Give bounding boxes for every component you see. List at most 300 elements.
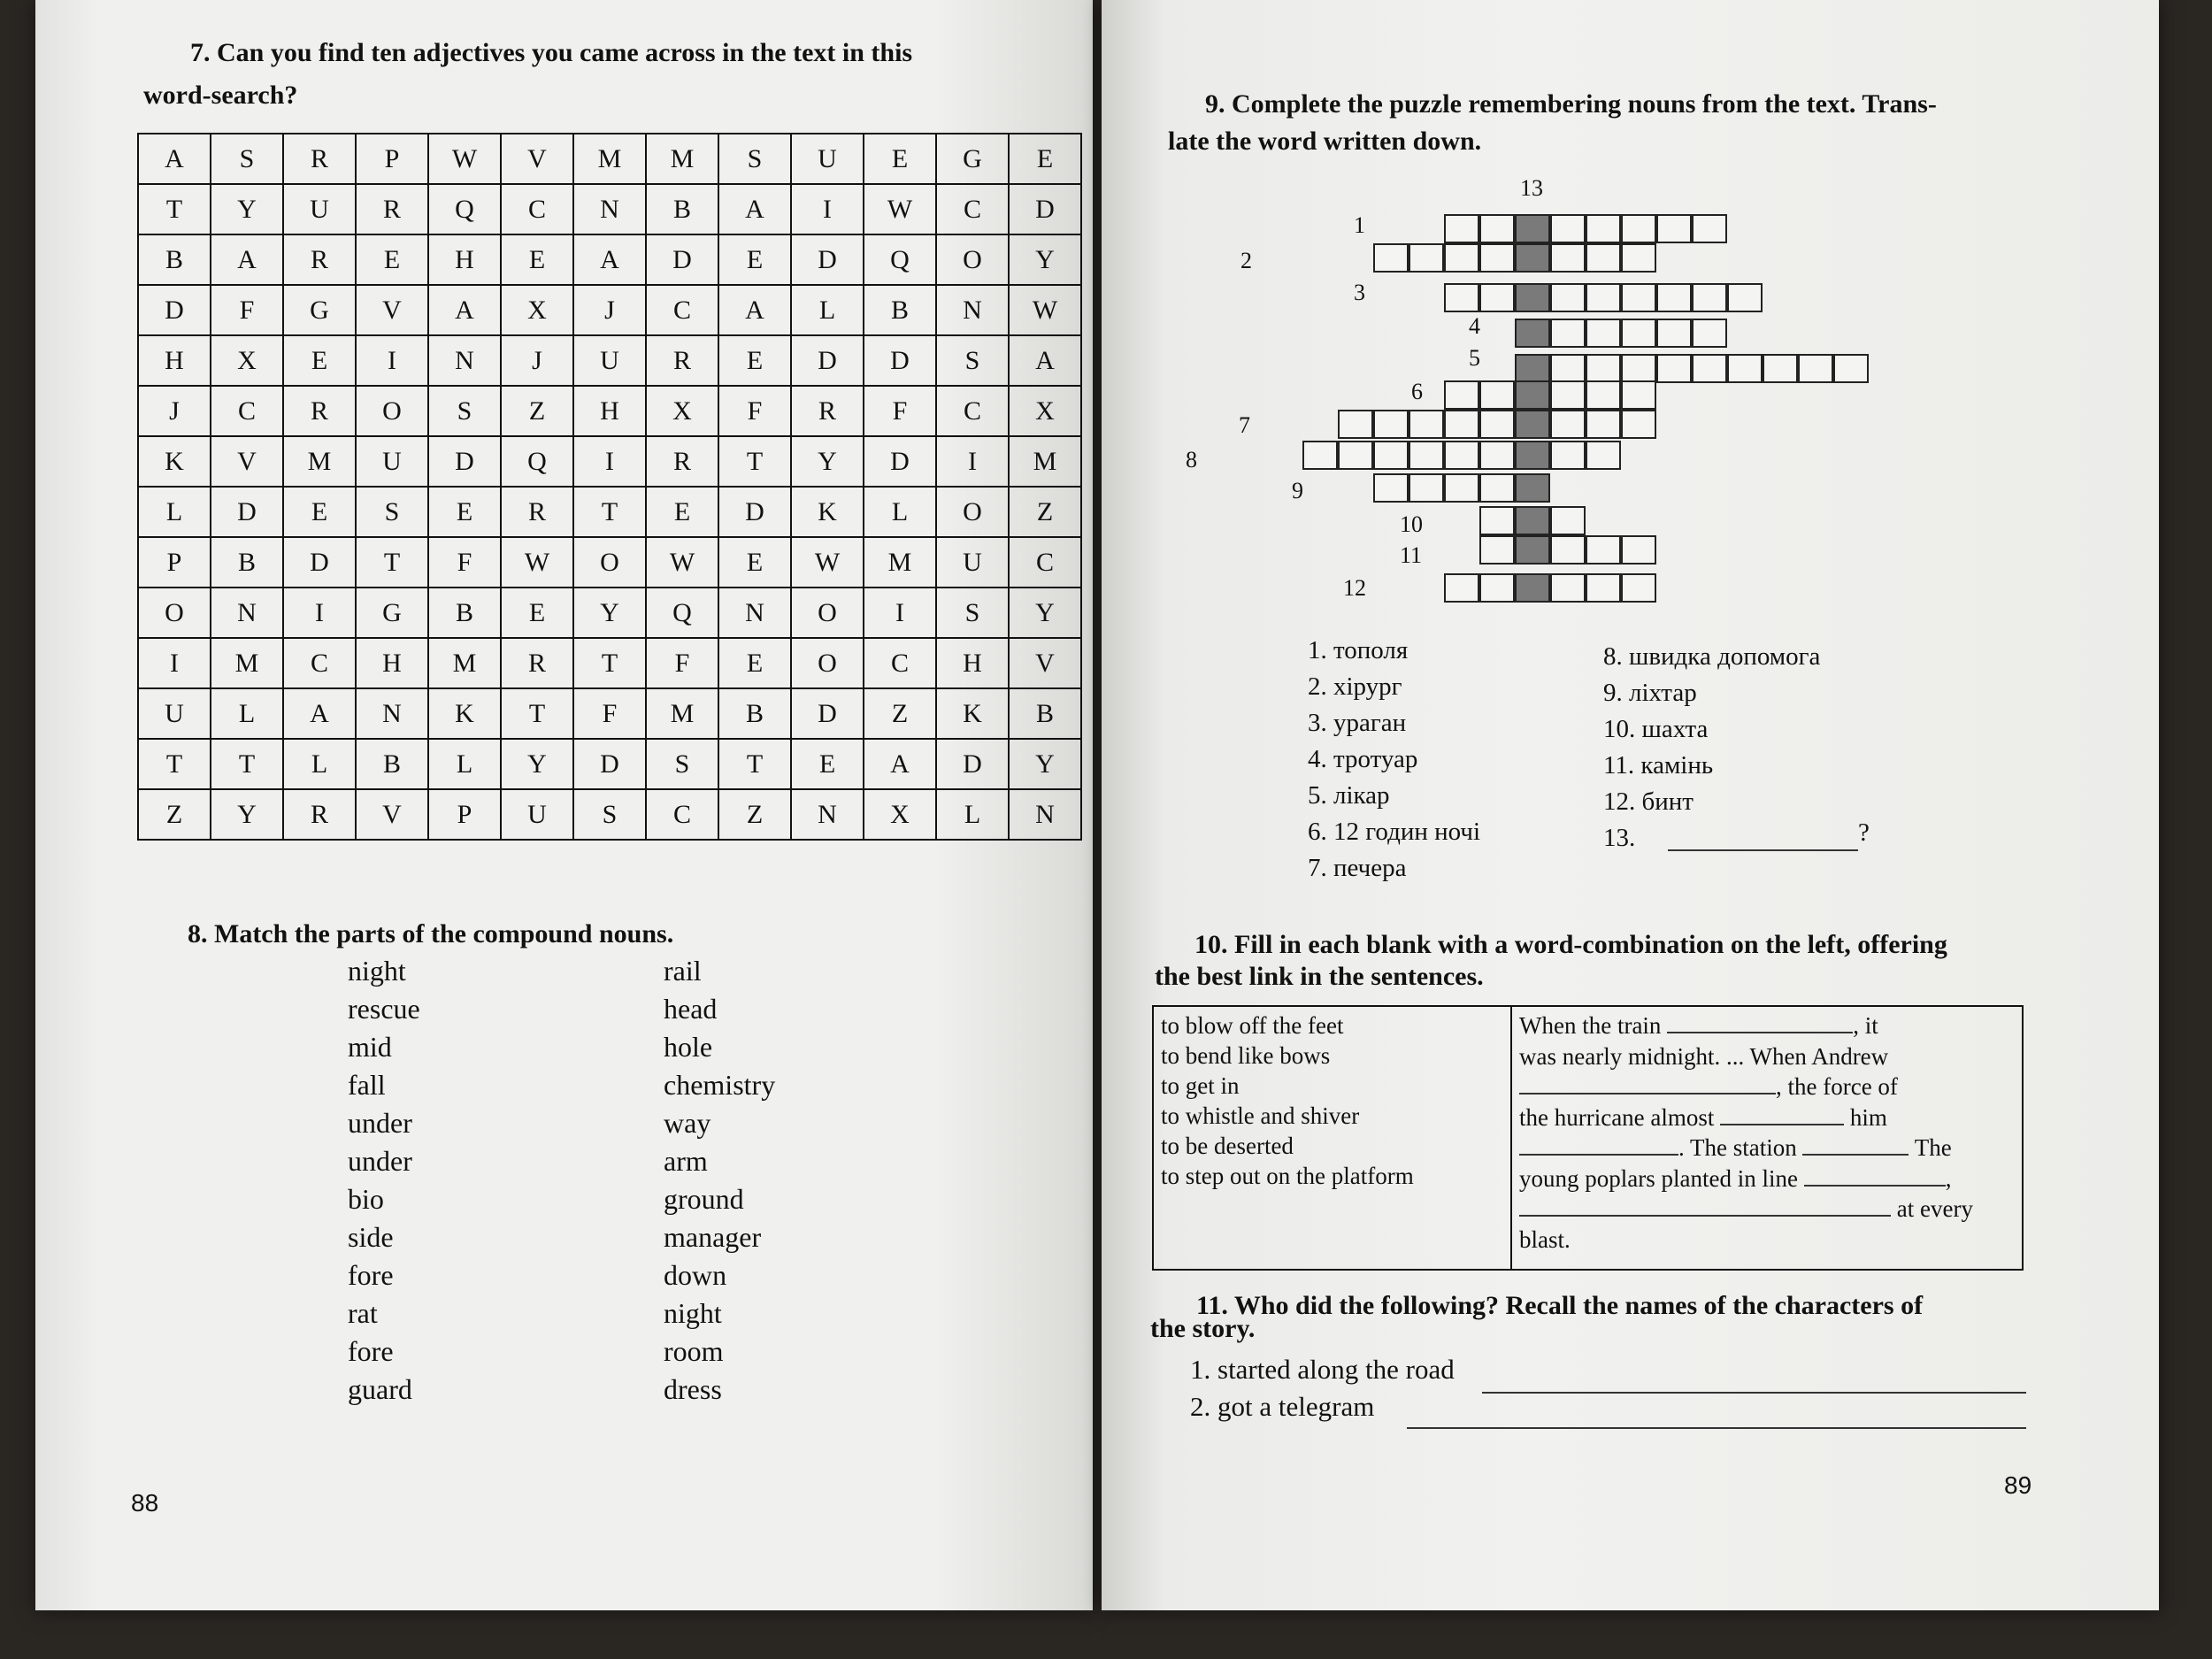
crossword-cell[interactable] <box>1833 354 1869 383</box>
word-search-cell[interactable]: V <box>1009 638 1081 688</box>
crossword-key-cell[interactable] <box>1515 535 1550 565</box>
word-search-cell[interactable]: D <box>791 335 864 386</box>
word-search-cell[interactable]: Y <box>1009 739 1081 789</box>
crossword-cell[interactable] <box>1692 319 1727 348</box>
word-search-cell[interactable]: C <box>211 386 283 436</box>
compound-second-part[interactable]: hole <box>664 1031 713 1063</box>
word-search-cell[interactable]: S <box>428 386 501 436</box>
crossword-cell[interactable] <box>1763 354 1798 383</box>
crossword-cell[interactable] <box>1621 319 1656 348</box>
word-search-cell[interactable]: C <box>936 386 1009 436</box>
word-search-cell[interactable]: G <box>356 588 428 638</box>
word-search-cell[interactable]: D <box>791 688 864 739</box>
word-search-cell[interactable]: T <box>501 688 573 739</box>
crossword-cell[interactable] <box>1621 283 1656 312</box>
word-search-cell[interactable]: C <box>936 184 1009 234</box>
word-search-cell[interactable]: Y <box>211 789 283 840</box>
word-search-cell[interactable]: C <box>501 184 573 234</box>
crossword-cell[interactable] <box>1550 354 1586 383</box>
word-search-cell[interactable]: Z <box>501 386 573 436</box>
word-search-cell[interactable]: N <box>428 335 501 386</box>
crossword-cell[interactable] <box>1373 410 1409 439</box>
word-search-cell[interactable]: L <box>791 285 864 335</box>
crossword-cell[interactable] <box>1444 243 1479 273</box>
compound-second-part[interactable]: dress <box>664 1373 722 1405</box>
word-search-cell[interactable]: J <box>573 285 646 335</box>
word-search-cell[interactable]: Z <box>864 688 936 739</box>
word-search-cell[interactable]: Z <box>1009 487 1081 537</box>
word-search-cell[interactable]: D <box>864 335 936 386</box>
crossword-key-cell[interactable] <box>1515 319 1550 348</box>
word-search-cell[interactable]: R <box>356 184 428 234</box>
word-search-cell[interactable]: X <box>646 386 718 436</box>
crossword-cell[interactable] <box>1409 441 1444 470</box>
crossword-cell[interactable] <box>1479 473 1515 503</box>
word-search-cell[interactable]: S <box>646 739 718 789</box>
crossword-cell[interactable] <box>1479 380 1515 410</box>
word-search-cell[interactable]: D <box>864 436 936 487</box>
word-search-cell[interactable]: F <box>646 638 718 688</box>
crossword-key-cell[interactable] <box>1515 283 1550 312</box>
word-search-cell[interactable]: W <box>1009 285 1081 335</box>
word-search-cell[interactable]: B <box>356 739 428 789</box>
word-search-cell[interactable]: O <box>356 386 428 436</box>
compound-first-part[interactable]: bio <box>348 1183 384 1215</box>
crossword-cell[interactable] <box>1373 473 1409 503</box>
word-search-cell[interactable]: A <box>573 234 646 285</box>
crossword-cell[interactable] <box>1444 573 1479 603</box>
word-search-cell[interactable]: D <box>428 436 501 487</box>
crossword-cell[interactable] <box>1621 410 1656 439</box>
compound-second-part[interactable]: ground <box>664 1183 744 1215</box>
compound-second-part[interactable]: manager <box>664 1221 762 1253</box>
compound-first-part[interactable]: guard <box>348 1373 412 1405</box>
word-search-cell[interactable]: L <box>211 688 283 739</box>
crossword-cell[interactable] <box>1586 441 1621 470</box>
word-search-cell[interactable]: Q <box>501 436 573 487</box>
compound-first-part[interactable]: fore <box>348 1259 394 1291</box>
crossword-cell[interactable] <box>1692 214 1727 243</box>
compound-second-part[interactable]: way <box>664 1107 711 1139</box>
word-search-cell[interactable]: F <box>211 285 283 335</box>
word-search-cell[interactable]: P <box>138 537 211 588</box>
word-search-cell[interactable]: M <box>573 134 646 184</box>
word-search-cell[interactable]: L <box>283 739 356 789</box>
crossword-cell[interactable] <box>1550 506 1586 535</box>
word-search-cell[interactable]: E <box>501 234 573 285</box>
word-search-cell[interactable]: R <box>283 789 356 840</box>
word-search-cell[interactable]: Y <box>1009 234 1081 285</box>
crossword-cell[interactable] <box>1550 243 1586 273</box>
word-search-cell[interactable]: D <box>138 285 211 335</box>
blank-1[interactable] <box>1667 1032 1853 1033</box>
word-search-cell[interactable]: O <box>791 588 864 638</box>
crossword-key-cell[interactable] <box>1515 473 1550 503</box>
crossword-cell[interactable] <box>1656 354 1692 383</box>
word-search-cell[interactable]: R <box>646 436 718 487</box>
crossword-key-cell[interactable] <box>1515 410 1550 439</box>
word-search-cell[interactable]: V <box>501 134 573 184</box>
blank-2[interactable] <box>1519 1093 1776 1094</box>
word-search-cell[interactable]: Y <box>573 588 646 638</box>
word-search-cell[interactable]: L <box>864 487 936 537</box>
word-search-cell[interactable]: A <box>864 739 936 789</box>
crossword-cell[interactable] <box>1550 319 1586 348</box>
word-search-cell[interactable]: J <box>138 386 211 436</box>
crossword-cell[interactable] <box>1444 283 1479 312</box>
crossword-cell[interactable] <box>1621 380 1656 410</box>
word-search-cell[interactable]: O <box>936 487 1009 537</box>
word-search-cell[interactable]: A <box>718 285 791 335</box>
word-search-cell[interactable]: T <box>718 739 791 789</box>
word-search-cell[interactable]: C <box>283 638 356 688</box>
word-search-cell[interactable]: I <box>283 588 356 638</box>
word-search-cell[interactable]: A <box>283 688 356 739</box>
crossword-cell[interactable] <box>1621 214 1656 243</box>
crossword-cell[interactable] <box>1621 573 1656 603</box>
word-search-cell[interactable]: A <box>211 234 283 285</box>
compound-first-part[interactable]: rat <box>348 1297 378 1329</box>
word-search-cell[interactable]: V <box>356 285 428 335</box>
crossword-cell[interactable] <box>1409 410 1444 439</box>
word-search-cell[interactable]: E <box>283 487 356 537</box>
crossword-cell[interactable] <box>1550 410 1586 439</box>
word-search-cell[interactable]: R <box>501 638 573 688</box>
word-search-cell[interactable]: A <box>428 285 501 335</box>
word-search-cell[interactable]: R <box>283 134 356 184</box>
word-search-cell[interactable]: H <box>428 234 501 285</box>
word-search-cell[interactable]: C <box>864 638 936 688</box>
crossword-cell[interactable] <box>1479 283 1515 312</box>
word-search-cell[interactable]: U <box>573 335 646 386</box>
word-search-cell[interactable]: D <box>573 739 646 789</box>
crossword-cell[interactable] <box>1550 283 1586 312</box>
crossword-cell[interactable] <box>1550 441 1586 470</box>
word-search-cell[interactable]: S <box>936 335 1009 386</box>
crossword-key-cell[interactable] <box>1515 354 1550 383</box>
word-search-cell[interactable]: S <box>718 134 791 184</box>
word-search-cell[interactable]: G <box>936 134 1009 184</box>
word-search-cell[interactable]: E <box>283 335 356 386</box>
crossword-cell[interactable] <box>1586 319 1621 348</box>
word-search-cell[interactable]: D <box>791 234 864 285</box>
word-search-cell[interactable]: E <box>1009 134 1081 184</box>
crossword-cell[interactable] <box>1373 243 1409 273</box>
word-search-cell[interactable]: Z <box>138 789 211 840</box>
task11-item2-blank[interactable] <box>1407 1427 2026 1429</box>
crossword-cell[interactable] <box>1550 214 1586 243</box>
crossword-cell[interactable] <box>1586 354 1621 383</box>
word-search-cell[interactable]: V <box>356 789 428 840</box>
crossword-cell[interactable] <box>1338 410 1373 439</box>
word-search-cell[interactable]: M <box>646 688 718 739</box>
word-search-cell[interactable]: H <box>138 335 211 386</box>
word-search-cell[interactable]: O <box>573 537 646 588</box>
crossword-cell[interactable] <box>1550 535 1586 565</box>
word-search-cell[interactable]: D <box>936 739 1009 789</box>
word-search-cell[interactable]: B <box>864 285 936 335</box>
crossword-cell[interactable] <box>1727 354 1763 383</box>
crossword-cell[interactable] <box>1586 380 1621 410</box>
word-search-cell[interactable]: T <box>211 739 283 789</box>
word-search-cell[interactable]: N <box>211 588 283 638</box>
crossword-cell[interactable] <box>1479 410 1515 439</box>
crossword-cell[interactable] <box>1302 441 1338 470</box>
word-search-cell[interactable]: L <box>428 739 501 789</box>
word-search-cell[interactable]: X <box>1009 386 1081 436</box>
crossword-cell[interactable] <box>1621 354 1656 383</box>
word-search-cell[interactable]: K <box>936 688 1009 739</box>
crossword-cell[interactable] <box>1409 243 1444 273</box>
word-search-cell[interactable]: I <box>138 638 211 688</box>
word-search-cell[interactable]: O <box>936 234 1009 285</box>
crossword-cell[interactable] <box>1586 214 1621 243</box>
crossword-cell[interactable] <box>1338 441 1373 470</box>
word-search-cell[interactable]: G <box>283 285 356 335</box>
word-search-cell[interactable]: I <box>864 588 936 638</box>
word-search-cell[interactable]: Z <box>718 789 791 840</box>
word-search-cell[interactable]: B <box>718 688 791 739</box>
word-search-cell[interactable]: U <box>936 537 1009 588</box>
crossword-cell[interactable] <box>1621 243 1656 273</box>
word-search-cell[interactable]: N <box>1009 789 1081 840</box>
blank-3[interactable] <box>1720 1124 1844 1125</box>
crossword-cell[interactable] <box>1479 214 1515 243</box>
word-search-cell[interactable]: R <box>283 386 356 436</box>
word-search-cell[interactable]: X <box>864 789 936 840</box>
compound-first-part[interactable]: side <box>348 1221 394 1253</box>
crossword-cell[interactable] <box>1444 473 1479 503</box>
compound-second-part[interactable]: room <box>664 1335 724 1367</box>
blank-6[interactable] <box>1804 1185 1946 1187</box>
word-search-cell[interactable]: E <box>718 537 791 588</box>
crossword-cell[interactable] <box>1550 573 1586 603</box>
word-search-cell[interactable]: A <box>138 134 211 184</box>
word-search-cell[interactable]: D <box>646 234 718 285</box>
crossword-cell[interactable] <box>1444 214 1479 243</box>
word-search-cell[interactable]: Y <box>1009 588 1081 638</box>
word-search-cell[interactable]: D <box>283 537 356 588</box>
crossword-key-cell[interactable] <box>1515 441 1550 470</box>
word-search-cell[interactable]: R <box>791 386 864 436</box>
crossword-cell[interactable] <box>1586 535 1621 565</box>
word-search-cell[interactable]: F <box>718 386 791 436</box>
blank-7[interactable] <box>1519 1215 1891 1217</box>
word-search-cell[interactable]: A <box>718 184 791 234</box>
word-search-cell[interactable]: U <box>501 789 573 840</box>
word-search-cell[interactable]: I <box>573 436 646 487</box>
word-search-cell[interactable]: T <box>573 638 646 688</box>
word-search-cell[interactable]: D <box>718 487 791 537</box>
word-search-cell[interactable]: T <box>138 739 211 789</box>
word-search-cell[interactable]: H <box>356 638 428 688</box>
word-search-cell[interactable]: W <box>791 537 864 588</box>
word-search-cell[interactable]: M <box>864 537 936 588</box>
word-search-cell[interactable]: Q <box>646 588 718 638</box>
word-search-cell[interactable]: F <box>864 386 936 436</box>
word-search-cell[interactable]: P <box>428 789 501 840</box>
crossword-cell[interactable] <box>1692 354 1727 383</box>
word-search-cell[interactable]: C <box>646 285 718 335</box>
word-search-cell[interactable]: E <box>864 134 936 184</box>
word-search-cell[interactable]: M <box>1009 436 1081 487</box>
word-search-cell[interactable]: N <box>791 789 864 840</box>
word-search-cell[interactable]: M <box>646 134 718 184</box>
crossword-cell[interactable] <box>1373 441 1409 470</box>
word-search-cell[interactable]: N <box>936 285 1009 335</box>
word-search-cell[interactable]: W <box>646 537 718 588</box>
word-search-cell[interactable]: W <box>501 537 573 588</box>
word-search-cell[interactable]: I <box>356 335 428 386</box>
task11-item1-blank[interactable] <box>1482 1392 2026 1394</box>
crossword-cell[interactable] <box>1479 573 1515 603</box>
clue13-answer-blank[interactable] <box>1668 832 1858 851</box>
compound-first-part[interactable]: under <box>348 1107 412 1139</box>
crossword-cell[interactable] <box>1621 535 1656 565</box>
word-search-cell[interactable]: Q <box>864 234 936 285</box>
word-search-cell[interactable]: D <box>1009 184 1081 234</box>
crossword-cell[interactable] <box>1479 506 1515 535</box>
crossword-cell[interactable] <box>1479 535 1515 565</box>
word-search-cell[interactable]: Y <box>211 184 283 234</box>
compound-first-part[interactable]: mid <box>348 1031 392 1063</box>
word-search-cell[interactable]: R <box>501 487 573 537</box>
word-search-cell[interactable]: V <box>211 436 283 487</box>
blank-4[interactable] <box>1519 1154 1678 1156</box>
word-search-cell[interactable]: W <box>428 134 501 184</box>
crossword-cell[interactable] <box>1586 410 1621 439</box>
compound-first-part[interactable]: night <box>348 955 406 987</box>
word-search-cell[interactable]: C <box>1009 537 1081 588</box>
word-search-cell[interactable]: U <box>356 436 428 487</box>
crossword-cell[interactable] <box>1444 380 1479 410</box>
word-search-cell[interactable]: B <box>211 537 283 588</box>
word-search-cell[interactable]: A <box>1009 335 1081 386</box>
compound-second-part[interactable]: down <box>664 1259 727 1291</box>
word-search-cell[interactable]: E <box>791 739 864 789</box>
word-search-cell[interactable]: I <box>936 436 1009 487</box>
word-search-cell[interactable]: M <box>283 436 356 487</box>
crossword-cell[interactable] <box>1656 319 1692 348</box>
crossword-cell[interactable] <box>1656 283 1692 312</box>
word-search-cell[interactable]: U <box>791 134 864 184</box>
word-search-cell[interactable]: Y <box>501 739 573 789</box>
compound-second-part[interactable]: arm <box>664 1145 708 1177</box>
word-search-cell[interactable]: B <box>428 588 501 638</box>
crossword-cell[interactable] <box>1727 283 1763 312</box>
word-search-cell[interactable]: T <box>356 537 428 588</box>
word-search-cell[interactable]: Q <box>428 184 501 234</box>
word-search-cell[interactable]: S <box>211 134 283 184</box>
word-search-cell[interactable]: N <box>718 588 791 638</box>
word-search-cell[interactable]: E <box>428 487 501 537</box>
word-search-cell[interactable]: X <box>501 285 573 335</box>
word-search-cell[interactable]: O <box>138 588 211 638</box>
word-search-cell[interactable]: M <box>211 638 283 688</box>
word-search-cell[interactable]: R <box>283 234 356 285</box>
word-search-cell[interactable]: K <box>791 487 864 537</box>
word-search-cell[interactable]: B <box>1009 688 1081 739</box>
compound-second-part[interactable]: chemistry <box>664 1069 776 1101</box>
word-search-cell[interactable]: X <box>211 335 283 386</box>
word-search-cell[interactable]: N <box>573 184 646 234</box>
word-search-cell[interactable]: H <box>936 638 1009 688</box>
crossword-key-cell[interactable] <box>1515 214 1550 243</box>
word-search-cell[interactable]: L <box>936 789 1009 840</box>
crossword-cell[interactable] <box>1586 243 1621 273</box>
crossword-key-cell[interactable] <box>1515 573 1550 603</box>
word-search-cell[interactable]: E <box>718 234 791 285</box>
word-search-cell[interactable]: I <box>791 184 864 234</box>
word-search-cell[interactable]: T <box>573 487 646 537</box>
compound-second-part[interactable]: night <box>664 1297 722 1329</box>
compound-second-part[interactable]: head <box>664 993 718 1025</box>
crossword-cell[interactable] <box>1656 214 1692 243</box>
word-search-cell[interactable]: R <box>646 335 718 386</box>
word-search-cell[interactable]: E <box>718 638 791 688</box>
word-search-cell[interactable]: T <box>718 436 791 487</box>
word-search-cell[interactable]: H <box>573 386 646 436</box>
crossword-key-cell[interactable] <box>1515 380 1550 410</box>
word-search-cell[interactable]: P <box>356 134 428 184</box>
word-search-cell[interactable]: U <box>283 184 356 234</box>
word-search-cell[interactable]: D <box>211 487 283 537</box>
compound-first-part[interactable]: fall <box>348 1069 386 1101</box>
blank-5[interactable] <box>1802 1154 1909 1156</box>
word-search-cell[interactable]: C <box>646 789 718 840</box>
word-search-cell[interactable]: S <box>356 487 428 537</box>
word-search-cell[interactable]: N <box>356 688 428 739</box>
crossword-cell[interactable] <box>1479 441 1515 470</box>
crossword-cell[interactable] <box>1409 473 1444 503</box>
word-search-cell[interactable]: F <box>573 688 646 739</box>
crossword-cell[interactable] <box>1586 283 1621 312</box>
crossword-cell[interactable] <box>1550 380 1586 410</box>
crossword-cell[interactable] <box>1586 573 1621 603</box>
word-search-cell[interactable]: E <box>356 234 428 285</box>
word-search-cell[interactable]: J <box>501 335 573 386</box>
compound-first-part[interactable]: rescue <box>348 993 420 1025</box>
word-search-cell[interactable]: O <box>791 638 864 688</box>
word-search-cell[interactable]: L <box>138 487 211 537</box>
crossword-cell[interactable] <box>1692 283 1727 312</box>
word-search-cell[interactable]: K <box>138 436 211 487</box>
crossword-cell[interactable] <box>1798 354 1833 383</box>
crossword-key-cell[interactable] <box>1515 243 1550 273</box>
compound-second-part[interactable]: rail <box>664 955 702 987</box>
compound-first-part[interactable]: under <box>348 1145 412 1177</box>
word-search-cell[interactable]: M <box>428 638 501 688</box>
word-search-cell[interactable]: E <box>718 335 791 386</box>
crossword-cell[interactable] <box>1479 243 1515 273</box>
word-search-cell[interactable]: B <box>646 184 718 234</box>
word-search-cell[interactable]: U <box>138 688 211 739</box>
word-search-cell[interactable]: B <box>138 234 211 285</box>
word-search-cell[interactable]: Y <box>791 436 864 487</box>
word-search-cell[interactable]: E <box>501 588 573 638</box>
word-search-cell[interactable]: F <box>428 537 501 588</box>
word-search-cell[interactable]: W <box>864 184 936 234</box>
crossword-cell[interactable] <box>1444 441 1479 470</box>
word-search-cell[interactable]: S <box>573 789 646 840</box>
word-search-cell[interactable]: E <box>646 487 718 537</box>
word-search-cell[interactable]: K <box>428 688 501 739</box>
word-search-cell[interactable]: T <box>138 184 211 234</box>
crossword-cell[interactable] <box>1444 410 1479 439</box>
crossword-key-cell[interactable] <box>1515 506 1550 535</box>
compound-first-part[interactable]: fore <box>348 1335 394 1367</box>
word-search-cell[interactable]: S <box>936 588 1009 638</box>
